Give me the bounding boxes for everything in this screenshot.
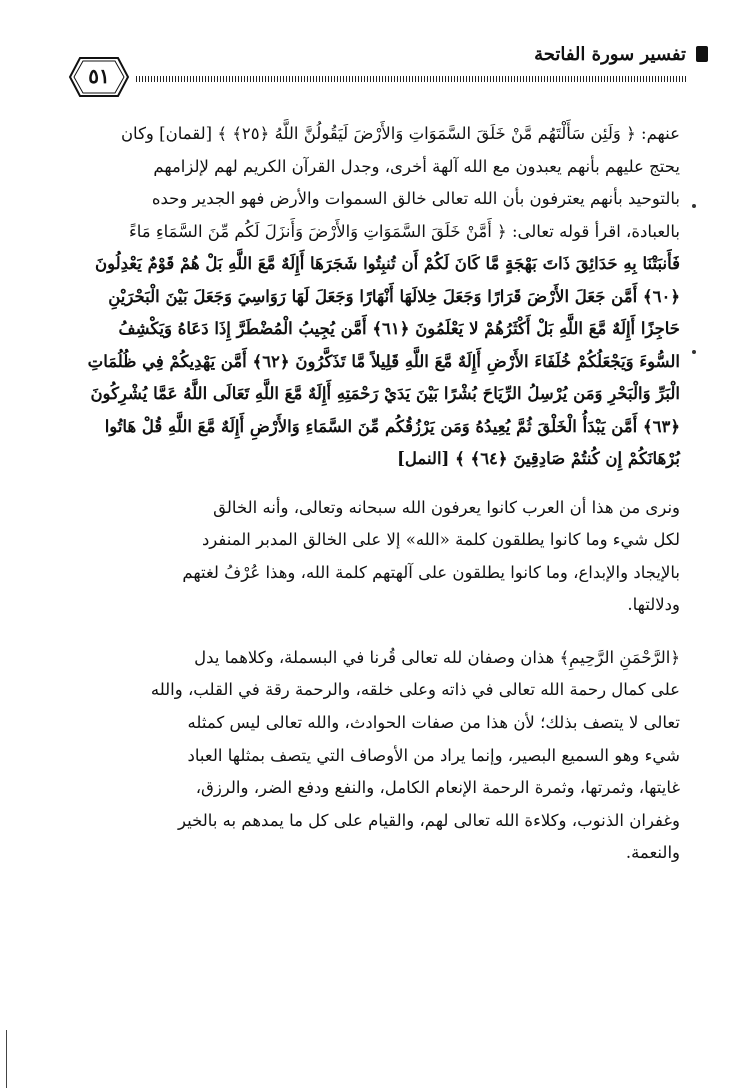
page-header xyxy=(64,40,686,100)
verse-line: الْبَرِّ وَالْبَحْرِ وَمَن يُرْسِلُ الرِّيَاحَ بُشْرًا بَيْنَ يَدَيْ رَحْمَتِهِ أَإِلَهٌ مَّعَ اللَّهِ تَعَالَى اللَّهُ عَمَّا يُشْرِكُونَ xyxy=(90,384,680,403)
quran-citation-paragraph xyxy=(64,118,680,476)
text-line: بالتوحيد بأنهم يعترفون بأن الله تعالى خالق السموات والأرض فهو الجدير وحده xyxy=(151,189,680,208)
verse-line: ﴿٦٣﴾ أَمَّن يَبْدَأُ الْخَلْقَ ثُمَّ يُعِيدُهُ وَمَن يَرْزُقُكُم مِّنَ السَّمَاءِ وَالأَرْضِ أَإِلَهٌ مَّعَ اللَّهِ قُلْ هَاتُوا xyxy=(104,416,680,436)
book-title: تفسير سورة الفاتحة xyxy=(534,44,686,65)
verse-line: حَاجِزًا أَإِلَهٌ مَّعَ اللَّهِ بَلْ أَكْثَرُهُمْ لا يَعْلَمُونَ ﴿٦١﴾ أَمَّن يُجِيبُ الْمُضْطَرَّ إِذَا دَعَاهُ وَيَكْشِفُ xyxy=(118,319,680,338)
text-line: ونرى من هذا أن العرب كانوا يعرفون الله سبحانه وتعالى، وأنه الخالق xyxy=(213,497,680,517)
text-line: شيء وهو السميع البصير، وإنما يراد من الأوصاف التي يتصف بمثلها العباد xyxy=(187,745,680,765)
text-line: ودلالتها. xyxy=(627,595,680,615)
text-line: والنعمة. xyxy=(625,843,680,863)
scan-edge-line xyxy=(6,1030,7,1088)
text-line: لكل شيء وما كانوا يطلقون كلمة «الله» إلا على الخالق المدبر المنفرد xyxy=(201,530,680,550)
text-line: يحتج عليهم بأنهم يعبدون مع الله آلهة أخرى، وجدل القرآن الكريم لهم لإلزامهم xyxy=(153,156,680,176)
margin-dot xyxy=(692,204,696,208)
text-line: بالعبادة، اقرأ قوله تعالى: ﴿ أَمَّنْ خَلَقَ السَّمَوَاتِ وَالأَرْضَ وَأَنزَلَ لَكُم مِّنَ السَّمَاءِ مَاءً xyxy=(129,221,680,241)
verse-line: ﴿٦٠﴾ أَمَّن جَعَلَ الأَرْضَ قَرَارًا وَجَعَلَ خِلالَهَا أَنْهَارًا وَجَعَلَ لَهَا رَوَاسِيَ وَجَعَلَ بَيْنَ الْبَحْرَيْنِ xyxy=(108,286,680,306)
rahman-rahim-paragraph xyxy=(64,642,680,870)
arab-knowledge-paragraph xyxy=(64,492,680,622)
header-rule xyxy=(136,76,686,82)
page-number: ٥١ xyxy=(88,64,110,88)
verse-line: السُّوءَ وَيَجْعَلُكُمْ خُلَفَاءَ الأَرْضِ أَإِلَهٌ مَّعَ اللَّهِ قَلِيلاً مَّا تَذَكَّرُونَ ﴿٦٢﴾ أَمَّن يَهْدِيكُمْ فِي ظُلُمَاتِ xyxy=(87,351,680,371)
text-line: على كمال رحمة الله تعالى في ذاته وعلى خلقه، والرحمة رقة في القلب، والله xyxy=(150,680,680,700)
text-line: ﴿الرَّحْمَنِ الرَّحِيمِ﴾ هذان وصفان لله تعالى قُرنا في البسملة، وكلاهما يدل xyxy=(194,647,680,667)
text-line: تعالى لا يتصف بذلك؛ لأن هذا من صفات الحوادث، والله تعالى ليس كمثله xyxy=(187,713,680,733)
text-line: عنهم: ﴿ وَلَئِن سَأَلْتَهُم مَّنْ خَلَقَ السَّمَوَاتِ وَالأَرْضَ لَيَقُولُنَّ اللَّهُ ﴿٢٥﴾ ﴾ [لقمان] وكان xyxy=(120,124,680,143)
verse-line: بُرْهَانَكُمْ إِن كُنتُمْ صَادِقِينَ ﴿٦٤﴾ ﴾ [النمل] xyxy=(397,449,680,468)
text-line: وغفران الذنوب، وكلاءة الله تعالى لهم، والقيام على كل ما يمدهم به بالخير xyxy=(178,810,680,830)
page-number-badge xyxy=(64,54,134,100)
ornament-icon xyxy=(696,46,708,62)
margin-dot xyxy=(692,350,696,354)
page-body xyxy=(64,118,680,870)
verse-line: فَأَنبَتْنَا بِهِ حَدَائِقَ ذَاتَ بَهْجَةٍ مَّا كَانَ لَكُمْ أَن تُنبِتُوا شَجَرَهَا أَإِلَهٌ مَّعَ اللَّهِ بَلْ هُمْ قَوْمٌ يَعْدِلُونَ xyxy=(94,254,680,273)
text-line: بالإيجاد والإبداع، وما كانوا يطلقون على آلهتهم كلمة الله، وهذا عُرْفُ لغتهم xyxy=(182,562,680,582)
text-line: غايتها، وثمرتها، وثمرة الرحمة الإنعام الكامل، والنفع ودفع الضر، والرزق، xyxy=(195,778,680,798)
